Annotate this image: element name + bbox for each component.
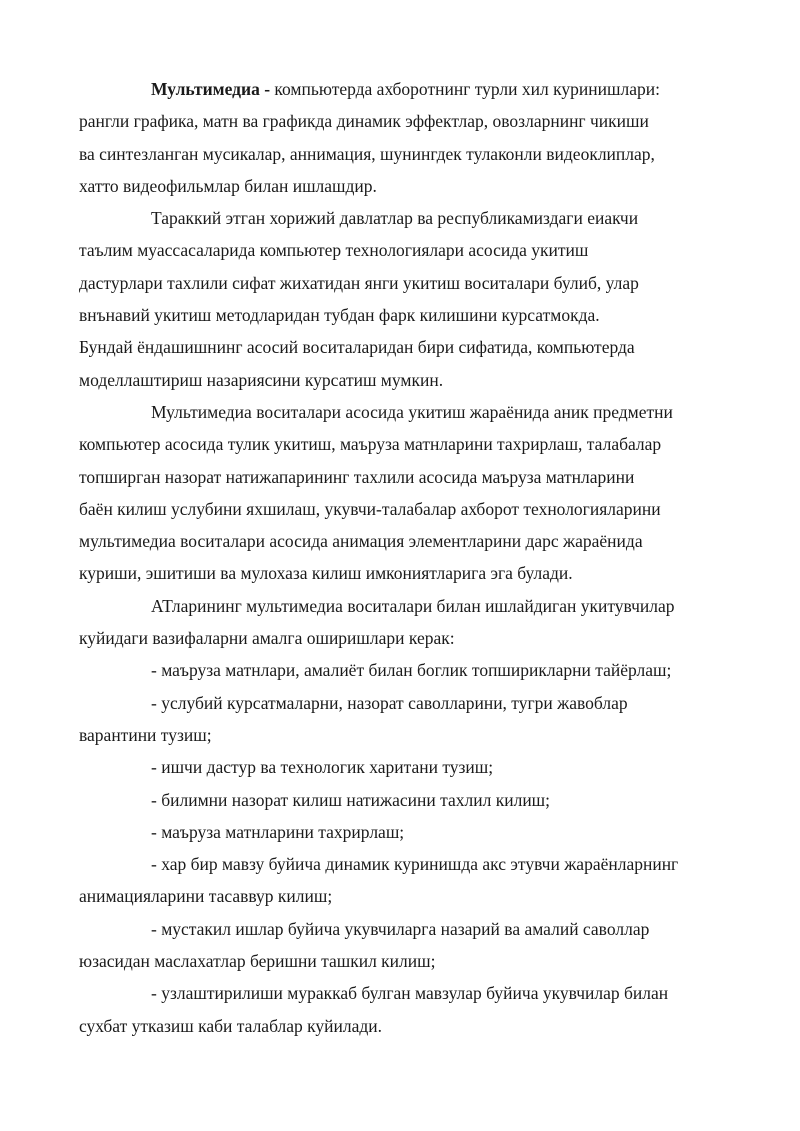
list-item-work-program — [115, 751, 755, 783]
paragraph-line: Мультимедиа - компьютерда ахборотнинг турли хил куринишлари: — [151, 79, 660, 99]
paragraph-line: варантини тузиш; — [79, 724, 212, 745]
paragraph-line: - услубий курсатмаларни, назорат саволларини, тугри жавоблар — [151, 692, 628, 713]
paragraph-multimedia-teaching — [79, 396, 755, 590]
paragraph-line: - хар бир мавзу буйича динамик куринишда акс этувчи жараёнларнинг — [151, 854, 679, 875]
paragraph-line: сухбат утказиш каби талаблар куйилади. — [79, 1015, 383, 1036]
paragraph-multimedia-definition — [79, 73, 755, 202]
paragraph-line: - маъруза матнларини тахрирлаш; — [151, 821, 405, 842]
paragraph-line: ва синтезланган мусикалар, аннимация, шунингдек тулаконли видеоклиплар, — [79, 143, 655, 164]
paragraph-line: рангли графика, матн ва графикда динамик эффектлар, овозларнинг чикиши — [79, 111, 649, 132]
paragraph-line: таълим муассасаларида компьютер технологиялари асосида укитиш — [79, 240, 589, 261]
paragraph-foreign-experience — [79, 202, 755, 396]
paragraph-line: моделлаштириш назариясини курсатиш мумкин. — [79, 369, 444, 390]
paragraph-line: - мустакил ишлар буйича укувчиларга назарий ва амалий саволлар — [151, 918, 650, 939]
paragraph-line: дастурлари тахлили сифат жихатидан янги укитиш воситалари булиб, улар — [79, 272, 639, 293]
paragraph-line: юзасидан маслахатлар беришни ташкил килиш; — [79, 951, 436, 972]
paragraph-line: Тараккий этган хорижий давлатлар ва республикамиздаги еиакчи — [151, 208, 639, 229]
term-multimedia: Мультимедиа - — [151, 79, 275, 99]
list-item-complex-topics — [79, 977, 755, 1042]
paragraph-line: - узлаштирилиши мураккаб булган мавзулар буйича укувчилар билан — [151, 983, 669, 1004]
paragraph-teacher-tasks-intro — [79, 590, 755, 655]
list-item-animations — [79, 848, 755, 913]
paragraph-line: компьютер асосида тулик укитиш, маъруза матнларини тахрирлаш, талабалар — [79, 434, 662, 455]
paragraph-line: внънавий укитиш методларидан тубдан фарк килишини курсатмокда. — [79, 305, 600, 326]
list-item-guidelines — [79, 687, 755, 752]
paragraph-line: - маъруза матнлари, амалиёт билан боглик топширикларни тайёрлаш; — [151, 660, 672, 681]
list-item-knowledge-control — [115, 784, 755, 816]
paragraph-line: Мультимедиа воситалари асосида укитиш жараёнида аник предметни — [151, 401, 673, 422]
paragraph-line: Бундай ёндашишнинг асосий воситаларидан бири сифатида, компьютерда — [79, 337, 635, 358]
paragraph-line: мультимедиа воситалари асосида анимация элементларини дарс жараёнида — [79, 531, 643, 552]
paragraph-line: куйидаги вазифаларни амалга оширишлари керак: — [79, 628, 455, 649]
paragraph-line: куриши, эшитиши ва мулохаза килиш имкониятларига эга булади. — [79, 563, 573, 584]
paragraph-line: АТларининг мультимедиа воситалари билан ишлайдиган укитувчилар — [151, 595, 675, 616]
document-page — [79, 73, 755, 1042]
list-item-edit-lectures — [115, 816, 755, 848]
paragraph-line: топширган назорат натижапарининг тахлили асосида маъруза матнларини — [79, 466, 635, 487]
paragraph-line: хатто видеофильмлар билан ишлашдир. — [79, 175, 377, 196]
paragraph-line: - билимни назорат килиш натижасини тахлил килиш; — [151, 789, 551, 810]
list-item-lecture-texts — [115, 654, 755, 686]
paragraph-line: баён килиш услубини яхшилаш, укувчи-талабалар ахборот технологияларини — [79, 498, 661, 519]
paragraph-line: - ишчи дастур ва технологик харитани тузиш; — [151, 757, 494, 778]
paragraph-line: анимацияларини тасаввур килиш; — [79, 886, 333, 907]
list-item-independent-work — [79, 913, 755, 978]
